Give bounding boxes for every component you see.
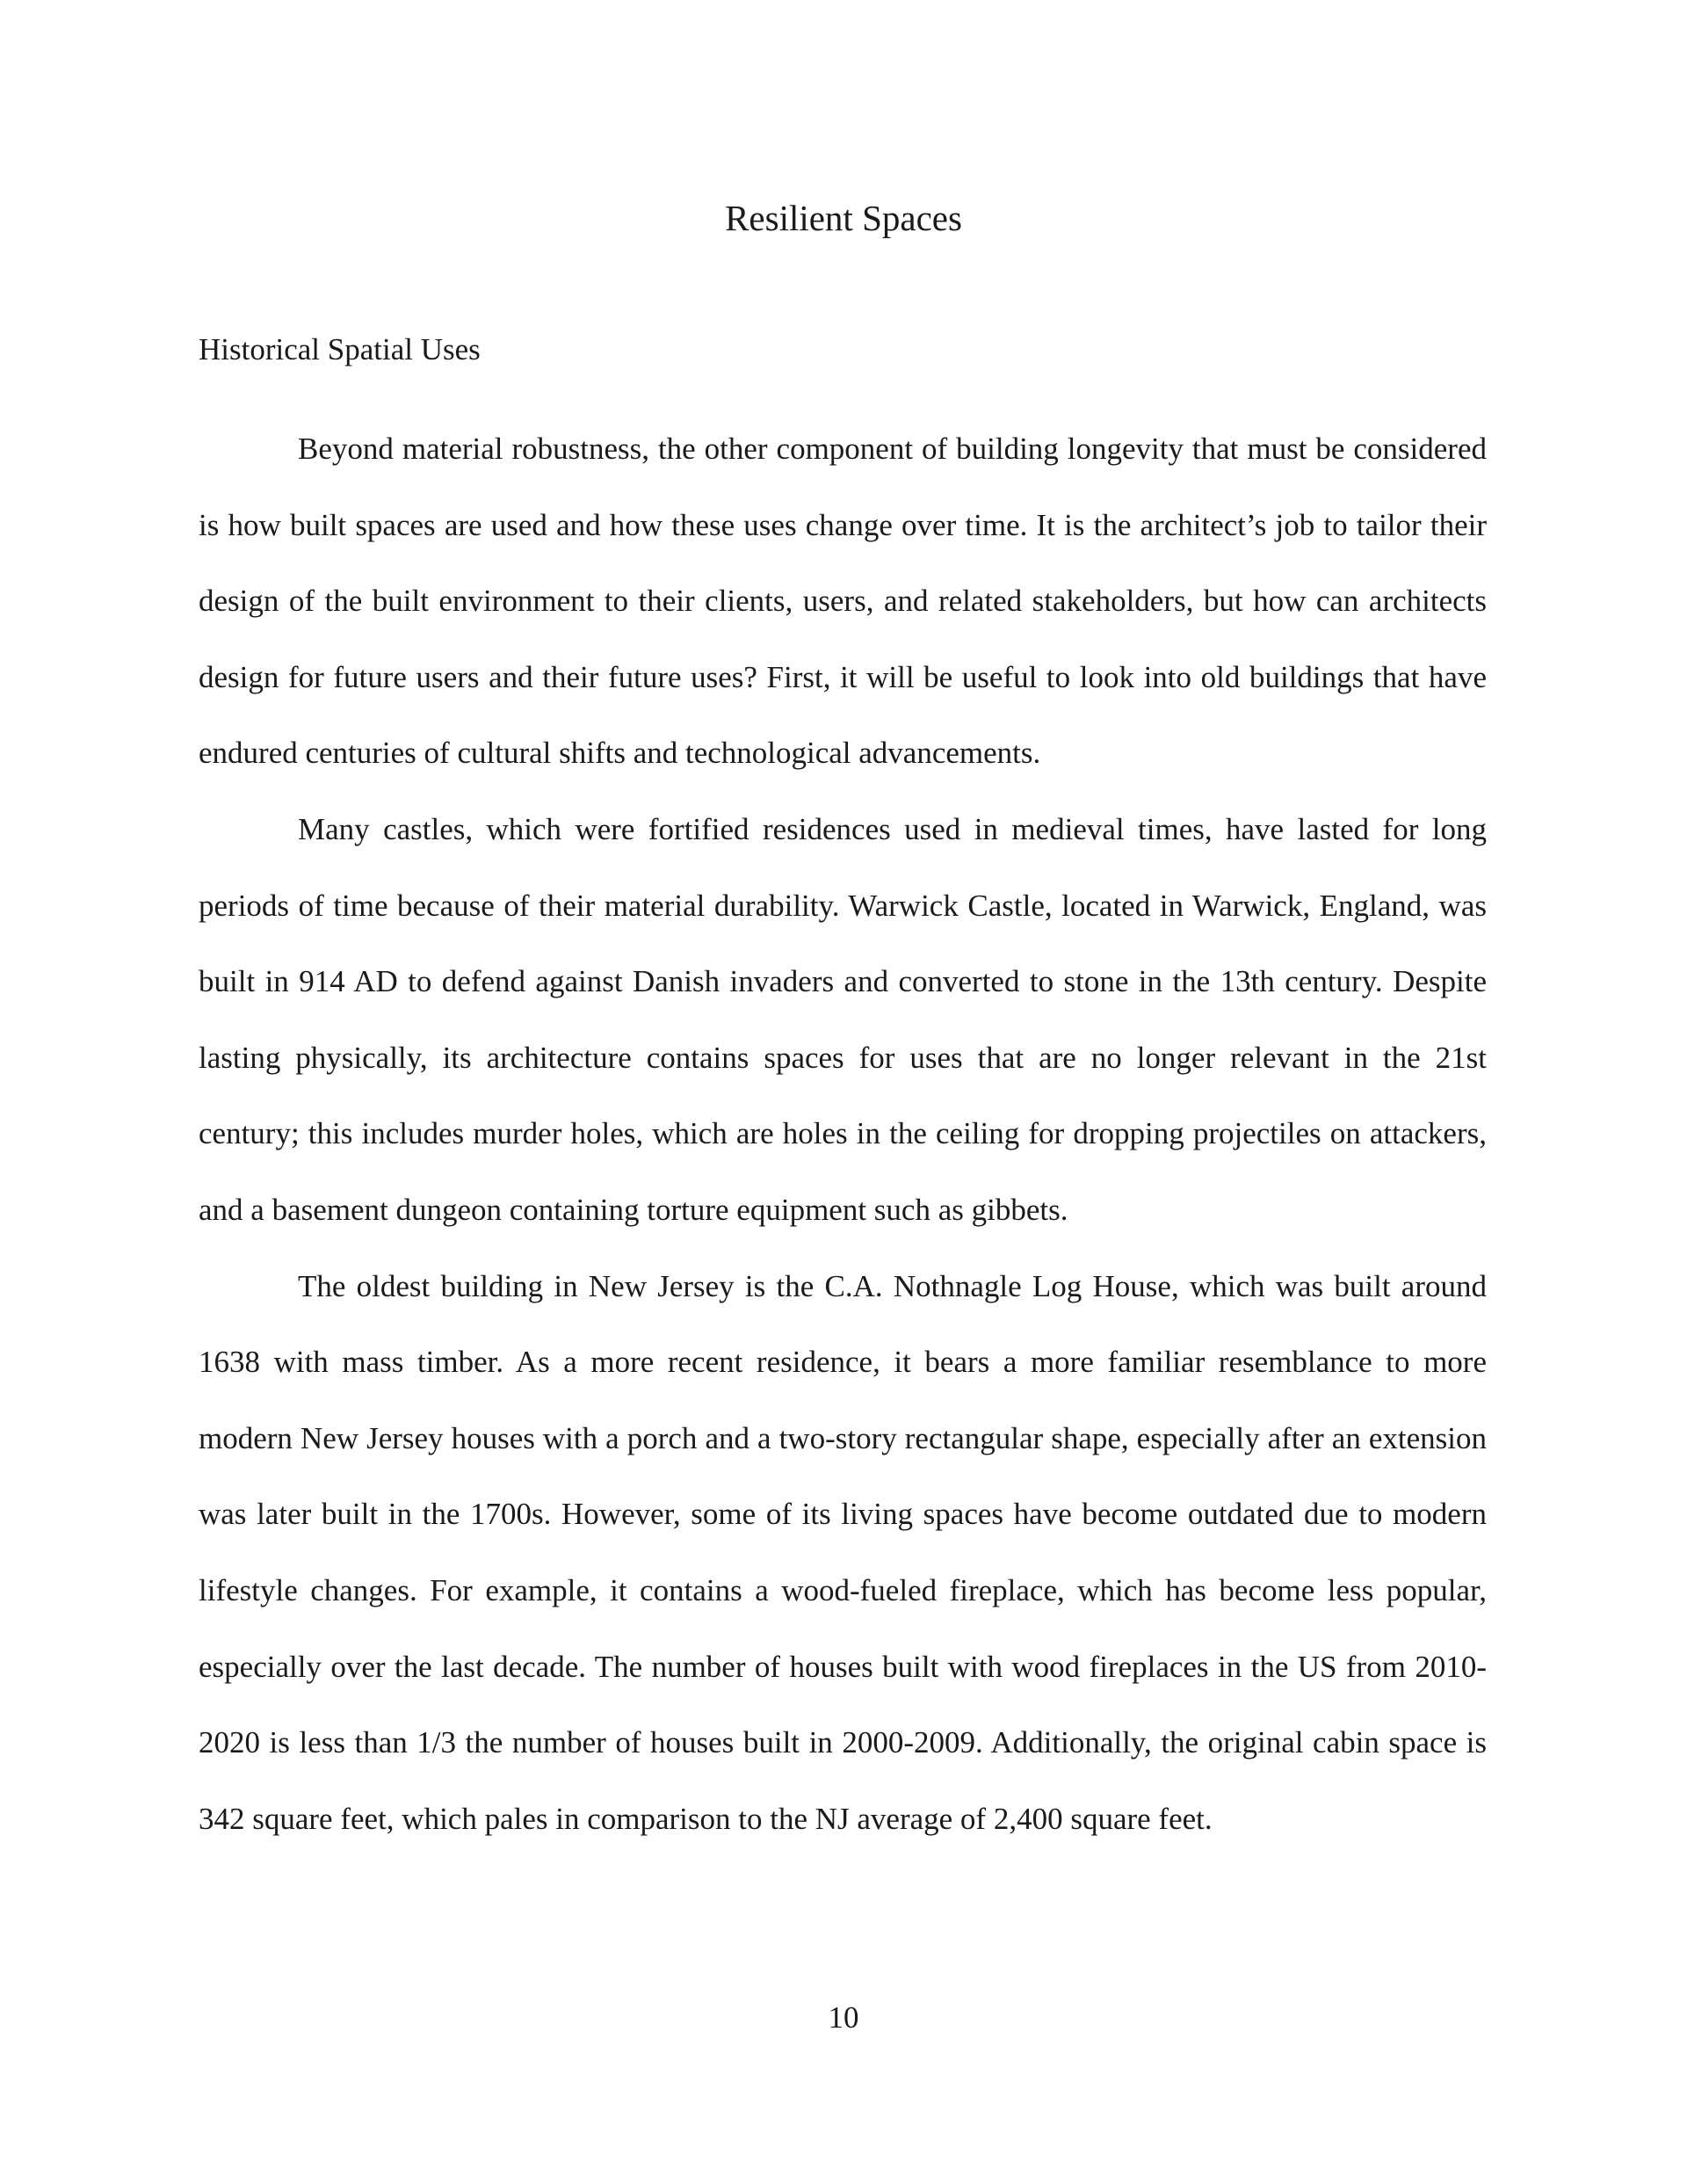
paragraph: The oldest building in New Jersey is the C.A. Nothnagle Log House, which was built around 1638 with mass timber. As a more recent residence, it bears a more familiar resemblance to more modern New Jersey houses with a porch and a two-story rectangular shape, especially after an extension was later built in the 1700s. However, some of its living spaces have become outdated due to modern lifestyle changes. For example, it contains a wood-fueled fireplace, which has become less popular, especially over the last decade. The number of houses built with wood fireplaces in the US from 2010-2020 is less than 1/3 the number of houses built in 2000-2009. Additionally, the original cabin space is 342 square feet, which pales in comparison to the NJ average of 2,400 square feet. — [199, 1268, 1487, 1836]
body-text — [199, 411, 1487, 1857]
section-heading: Historical Spatial Uses — [199, 332, 481, 366]
page-number: 10 — [828, 2000, 859, 2035]
page-title: Resilient Spaces — [725, 198, 962, 238]
paragraph: Many castles, which were fortified residences used in medieval times, have lasted for long periods of time because of their material durability. Warwick Castle, located in Warwick, England, was built in 914 AD to defend against Danish invaders and converted to stone in the 13th century. Despite lasting physically, its architecture contains spaces for uses that are no longer relevant in the 21st century; this includes murder holes, which are holes in the ceiling for dropping projectiles on attackers, and a basement dungeon containing torture equipment such as gibbets. — [199, 811, 1487, 1227]
paragraph: Beyond material robustness, the other component of building longevity that must be considered is how built spaces are used and how these uses change over time. It is the architect’s job to tailor their design of the built environment to their clients, users, and related stakeholders, but how can architects design for future users and their future uses? First, it will be useful to look into old buildings that have endured centuries of cultural shifts and technological advancements. — [199, 432, 1487, 771]
